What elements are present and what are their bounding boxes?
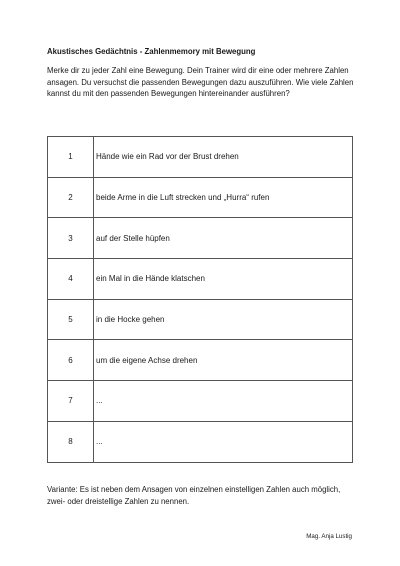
- row-number: 3: [48, 218, 94, 259]
- table-row: [48, 340, 353, 381]
- table-row: [48, 177, 353, 218]
- intro-paragraph: Merke dir zu jeder Zahl eine Bewegung. Dein Trainer wird dir eine oder mehrere Zahlen ansagen. Du versuchst die passenden Bewegungen dazu auszuführen. Wie viele Zahlen kannst du mit den passenden Bewegungen hintereinander ausführen?: [47, 66, 354, 99]
- table-row: [48, 299, 353, 340]
- row-number: 2: [48, 177, 94, 218]
- row-number: 8: [48, 421, 94, 462]
- row-number: 7: [48, 381, 94, 422]
- row-movement: in die Hocke gehen: [94, 299, 353, 340]
- row-number: 4: [48, 259, 94, 300]
- row-movement: ...: [94, 421, 353, 462]
- row-number: 6: [48, 340, 94, 381]
- row-number: 1: [48, 137, 94, 178]
- table-row: [48, 421, 353, 462]
- row-number: 5: [48, 299, 94, 340]
- table-row: [48, 218, 353, 259]
- author-credit: Mag. Anja Lustig: [306, 533, 352, 540]
- table-row: [48, 137, 353, 178]
- row-movement: ein Mal in die Hände klatschen: [94, 259, 353, 300]
- row-movement: ...: [94, 381, 353, 422]
- variant-note: Variante: Es ist neben dem Ansagen von einzelnen einstelligen Zahlen auch möglich, zwei- oder dreistellige Zahlen zu nennen.: [47, 485, 341, 506]
- row-movement: Hände wie ein Rad vor der Brust drehen: [94, 137, 353, 178]
- page-title: Akustisches Gedächtnis - Zahlenmemory mit Bewegung: [47, 47, 256, 56]
- movement-table: [47, 136, 353, 463]
- row-movement: um die eigene Achse drehen: [94, 340, 353, 381]
- table-row: [48, 259, 353, 300]
- table-row: [48, 381, 353, 422]
- row-movement: beide Arme in die Luft strecken und „Hurra“ rufen: [94, 177, 353, 218]
- row-movement: auf der Stelle hüpfen: [94, 218, 353, 259]
